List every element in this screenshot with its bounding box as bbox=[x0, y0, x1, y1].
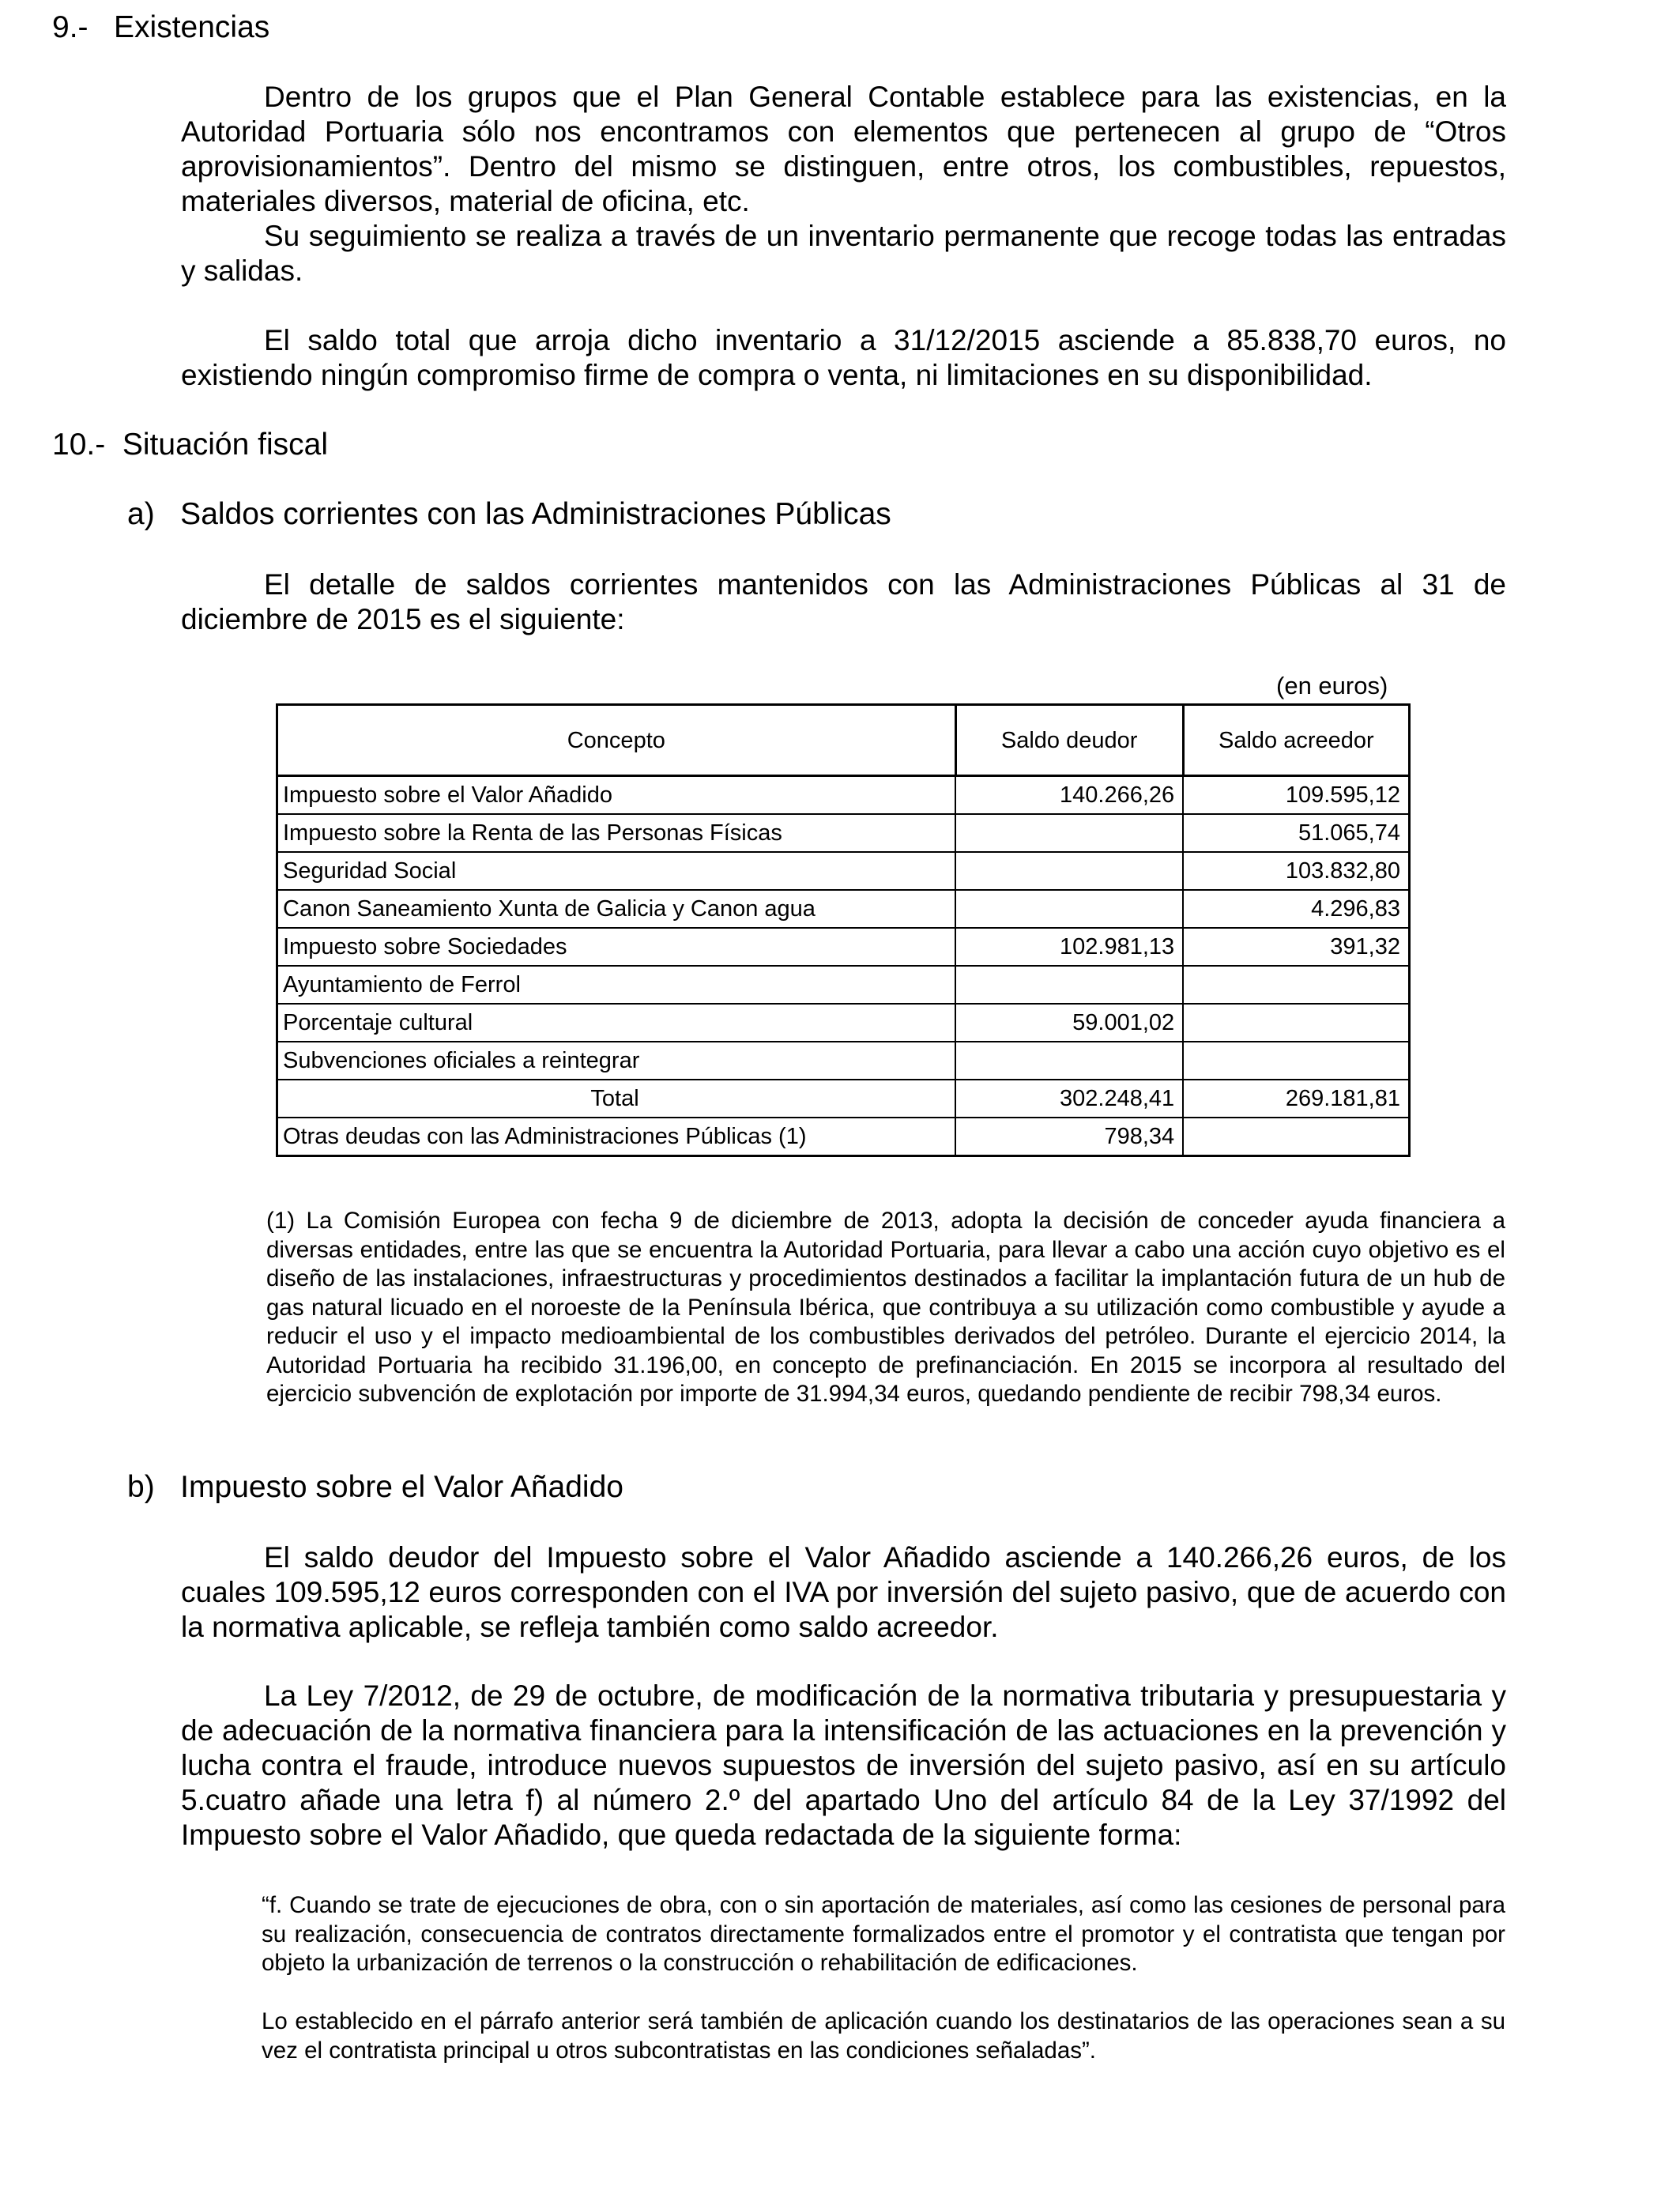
section-10-heading: 10.- Situación fiscal bbox=[52, 428, 329, 462]
table-row bbox=[277, 814, 1410, 852]
section-9-heading: 9.- Existencias bbox=[52, 10, 270, 44]
table-total-row bbox=[277, 1080, 1410, 1118]
subsection-b-paragraph-2: La Ley 7/2012, de 29 de octubre, de modificación de la normativa tributaria y presupuestaria y de adecuación de la normativa financiera para la intensificación de las actuaciones en la prevención y lucha contra el fraude, introduce nuevos supuestos de inversión del sujeto pasivo, así en su artículo 5.cuatro añade una letra f) al número 2.º del apartado Uno del artículo 84 de la Ley 37/1992 del Impuesto sobre el Valor Añadido, que queda redactada de la siguiente forma: bbox=[181, 1679, 1506, 1851]
row-concept: Canon Saneamiento Xunta de Galicia y Canon agua bbox=[277, 890, 956, 928]
table-footnote: (1) La Comisión Europea con fecha 9 de diciembre de 2013, adopta la decisión de conceder ayuda financiera a diversas entidades, entre las que se encuentra la Autoridad Portuaria, para llevar a cabo una acción cuyo objetivo es el diseño de las instalaciones, infraestructuras y procedimientos destinados a facilitar la implantación futura de un hub de gas natural licuado en el noroeste de la Península Ibérica, que contribuya a su utilización como combustible y ayude a reducir el uso y el impacto medioambiental de los combustibles derivados del petróleo. Durante el ejercicio 2014, la Autoridad Portuaria ha recibido 31.196,00, en concepto de prefinanciación. En 2015 se incorpora al resultado del ejercicio subvención de explotación por importe de 31.994,34 euros, quedando pendiente de recibir 798,34 euros. bbox=[266, 1208, 1505, 1407]
total-credit: 269.181,81 bbox=[1183, 1080, 1409, 1118]
subsection-b-heading: b) Impuesto sobre el Valor Añadido bbox=[127, 1470, 623, 1504]
law-quote-paragraph-1: “f. Cuando se trate de ejecuciones de obra, con o sin aportación de materiales, así como las cesiones de personal para su realización, consecuencia de contratos directamente formalizados entre el promotor y el contratista que tengan por objeto la urbanización de terrenos o la construcción o rehabilitación de edificaciones. bbox=[262, 1892, 1505, 1976]
table-row bbox=[277, 1042, 1410, 1080]
table-other-debts-row bbox=[277, 1118, 1410, 1156]
law-quote-paragraph-2: Lo establecido en el párrafo anterior será también de aplicación cuando los destinatarios de las operaciones sean a su vez el contratista principal u otros subcontratistas en las condiciones señaladas”. bbox=[262, 2008, 1505, 2064]
row-debit bbox=[955, 966, 1183, 1004]
total-label: Total bbox=[277, 1080, 956, 1118]
row-credit bbox=[1183, 1004, 1409, 1042]
row-concept: Impuesto sobre la Renta de las Personas Físicas bbox=[277, 814, 956, 852]
table-row bbox=[277, 890, 1410, 928]
row-credit: 391,32 bbox=[1183, 928, 1409, 966]
table-row bbox=[277, 928, 1410, 966]
other-debts-debit: 798,34 bbox=[955, 1118, 1183, 1156]
row-credit: 51.065,74 bbox=[1183, 814, 1409, 852]
section-9-paragraph-2: Su seguimiento se realiza a través de un inventario permanente que recoge todas las entradas y salidas. bbox=[181, 220, 1506, 287]
subsection-b-paragraph-1: El saldo deudor del Impuesto sobre el Valor Añadido asciende a 140.266,26 euros, de los cuales 109.595,12 euros corresponden con el IVA por inversión del sujeto pasivo, que de acuerdo con la normativa aplicable, se refleja también como saldo acreedor. bbox=[181, 1541, 1506, 1643]
subsection-a-intro: El detalle de saldos corrientes mantenidos con las Administraciones Públicas al 31 de diciembre de 2015 es el siguiente: bbox=[181, 568, 1506, 635]
table-row bbox=[277, 852, 1410, 890]
other-debts-credit bbox=[1183, 1118, 1409, 1156]
balances-table bbox=[276, 703, 1411, 1157]
table-row bbox=[277, 1004, 1410, 1042]
row-concept: Ayuntamiento de Ferrol bbox=[277, 966, 956, 1004]
row-debit: 102.981,13 bbox=[955, 928, 1183, 966]
total-debit: 302.248,41 bbox=[955, 1080, 1183, 1118]
row-concept: Porcentaje cultural bbox=[277, 1004, 956, 1042]
section-9-paragraph-1: Dentro de los grupos que el Plan General Contable establece para las existencias, en la Autoridad Portuaria sólo nos encontramos con elementos que pertenecen al grupo de “Otros aprovisionamientos”. Dentro del mismo se distinguen, entre otros, los combustibles, repuestos, materiales diversos, material de oficina, etc. bbox=[181, 81, 1506, 217]
row-debit bbox=[955, 1042, 1183, 1080]
row-debit bbox=[955, 852, 1183, 890]
column-header-saldo-acreedor: Saldo acreedor bbox=[1183, 705, 1409, 776]
row-credit bbox=[1183, 1042, 1409, 1080]
row-credit: 109.595,12 bbox=[1183, 776, 1409, 815]
column-header-concepto: Concepto bbox=[277, 705, 956, 776]
row-debit: 59.001,02 bbox=[955, 1004, 1183, 1042]
row-concept: Seguridad Social bbox=[277, 852, 956, 890]
row-concept: Subvenciones oficiales a reintegrar bbox=[277, 1042, 956, 1080]
table-row bbox=[277, 966, 1410, 1004]
other-debts-label: Otras deudas con las Administraciones Públicas (1) bbox=[277, 1118, 956, 1156]
table-row bbox=[277, 776, 1410, 815]
row-credit bbox=[1183, 966, 1409, 1004]
table-header-row bbox=[277, 705, 1410, 776]
subsection-a-heading: a) Saldos corrientes con las Administraciones Públicas bbox=[127, 497, 891, 531]
row-debit bbox=[955, 890, 1183, 928]
row-debit bbox=[955, 814, 1183, 852]
column-header-saldo-deudor: Saldo deudor bbox=[955, 705, 1183, 776]
row-debit: 140.266,26 bbox=[955, 776, 1183, 815]
row-concept: Impuesto sobre el Valor Añadido bbox=[277, 776, 956, 815]
row-credit: 103.832,80 bbox=[1183, 852, 1409, 890]
table-unit-label: (en euros) bbox=[1276, 672, 1388, 699]
section-9-paragraph-3: El saldo total que arroja dicho inventario a 31/12/2015 asciende a 85.838,70 euros, no existiendo ningún compromiso firme de compra o venta, ni limitaciones en su disponibilidad. bbox=[181, 324, 1506, 391]
row-concept: Impuesto sobre Sociedades bbox=[277, 928, 956, 966]
row-credit: 4.296,83 bbox=[1183, 890, 1409, 928]
